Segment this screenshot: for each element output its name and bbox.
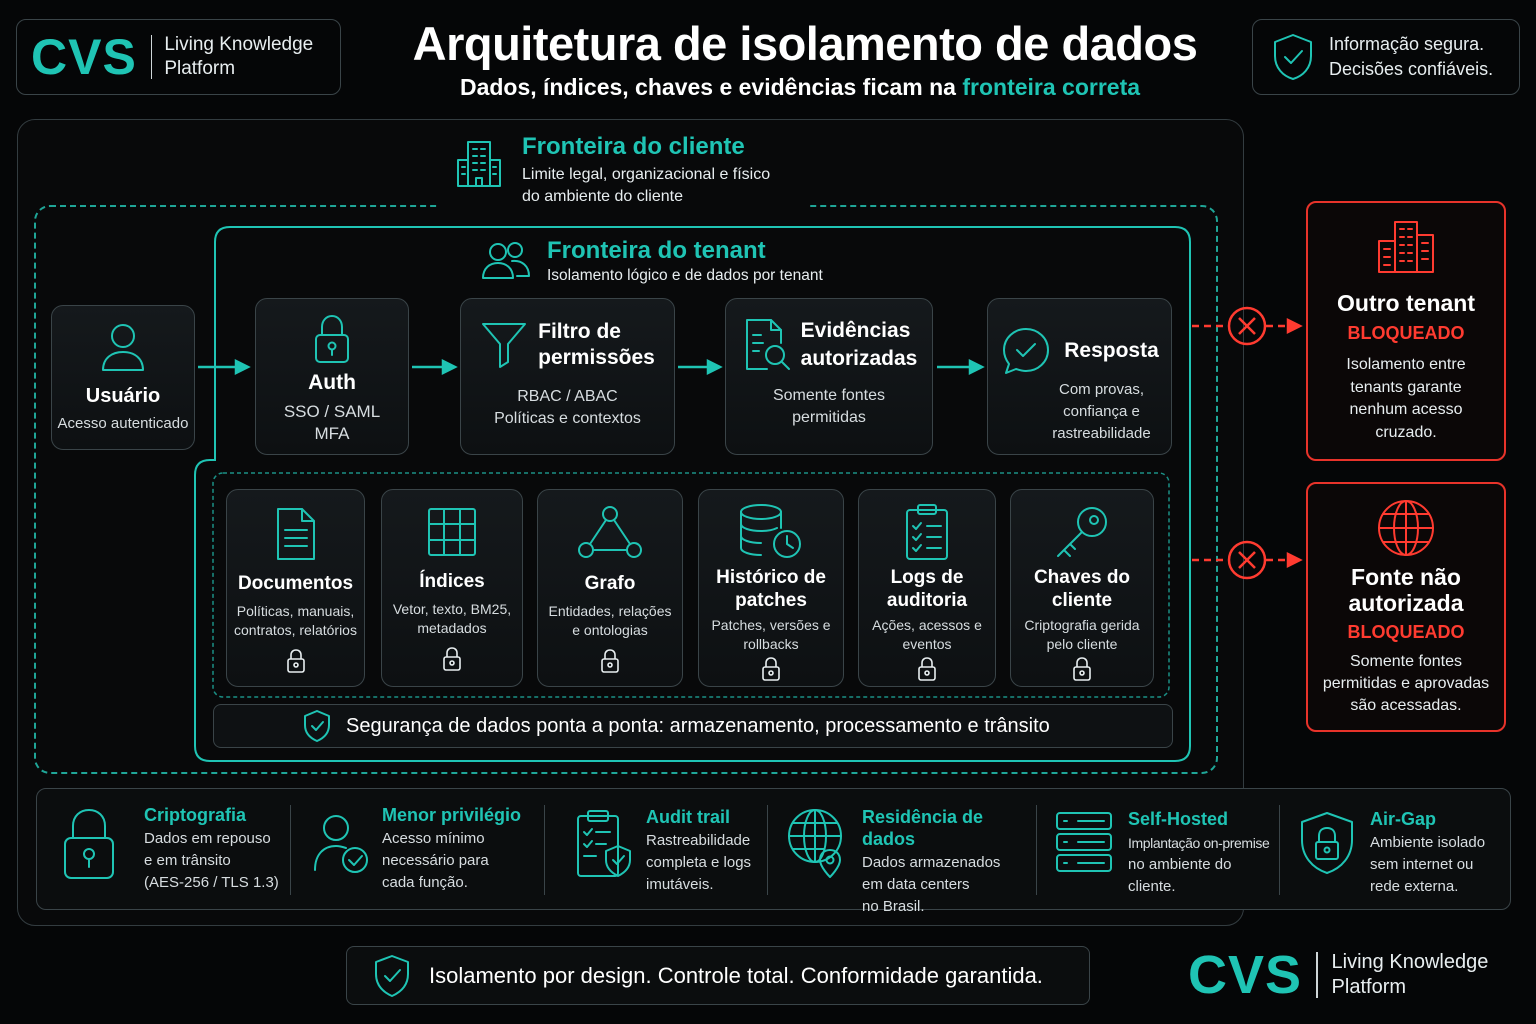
feature-least-privilege-line2: necessário para [382, 852, 489, 869]
store-card-audit [858, 489, 996, 687]
feature-air-gap-line2: sem internet ou [1370, 856, 1474, 873]
blocked-source-status: BLOQUEADO [1347, 622, 1465, 642]
database-clock-icon [737, 502, 805, 562]
brand-tagline [164, 33, 313, 81]
footer-brand-tagline-line1: Living Knowledge [1331, 951, 1489, 973]
feature-self-hosted-line3: cliente. [1128, 878, 1176, 895]
blocked-tenant-status: BLOQUEADO [1347, 323, 1465, 343]
grid-icon [426, 506, 478, 558]
feature-self-hosted-title: Self-Hosted [1128, 809, 1229, 829]
feature-encryption [60, 800, 290, 900]
security-bar-text: Segurança de dados ponta a ponta: armazenamento, processamento e trânsito [346, 714, 1050, 737]
users-icon [480, 240, 532, 286]
feature-data-residency-title: Residência de dados [862, 807, 984, 849]
server-icon [1054, 810, 1114, 900]
lock-icon [600, 648, 620, 674]
store-documents-desc-2: contratos, relatórios [234, 622, 357, 638]
security-bar [213, 704, 1173, 748]
blocked-card-source [1306, 482, 1506, 732]
blocked-tenant-desc-2: tenants garante [1350, 378, 1462, 396]
store-card-keys [1010, 489, 1154, 687]
shield-check-icon [302, 709, 332, 743]
lock-icon [1072, 656, 1092, 682]
store-indexes-desc-2: metadados [417, 620, 487, 636]
filter-icon [480, 320, 528, 370]
page-title: Arquitetura de isolamento de dados [412, 17, 1198, 70]
graph-icon [576, 504, 644, 560]
features-divider [1279, 805, 1280, 895]
blocked-source-desc-2: permitidas e aprovadas [1322, 675, 1490, 692]
features-divider [1036, 805, 1037, 895]
feature-encryption-title: Criptografia [144, 805, 247, 825]
lock-icon [917, 656, 937, 682]
client-boundary-desc-1: Limite legal, organizacional e físico [522, 166, 771, 183]
store-patches-title-1: Histórico de [716, 567, 826, 588]
store-indexes-desc-1: Vetor, texto, BM25, [392, 601, 512, 617]
footer-brand-tagline-line2: Platform [1331, 976, 1407, 998]
user-icon [99, 320, 147, 374]
features-divider [544, 805, 545, 895]
feature-air-gap-title: Air-Gap [1370, 809, 1437, 829]
feature-audit-trail-title: Audit trail [646, 807, 730, 827]
globe-pin-icon [786, 806, 848, 900]
brand-tagline-line1: Living Knowledge [164, 34, 314, 55]
shield-check-icon [373, 954, 411, 998]
flow-auth-desc-1: SSO / SAML [283, 402, 381, 421]
flow-evidence-title-1: Evidências [800, 319, 911, 342]
document-search-icon [741, 317, 791, 373]
feature-air-gap [1298, 800, 1503, 900]
feature-least-privilege-line1: Acesso mínimo [382, 830, 485, 847]
footer-brand-tagline [1332, 950, 1489, 1000]
flow-auth-desc-2: MFA [314, 424, 350, 443]
feature-data-residency-line1: Dados armazenados [862, 854, 1001, 871]
blocked-card-tenant [1306, 201, 1506, 461]
client-boundary-title: Fronteira do cliente [522, 133, 745, 160]
store-card-graph [537, 489, 683, 687]
store-indexes-title: Índices [419, 571, 485, 592]
feature-audit-trail [574, 800, 764, 900]
brand-divider [151, 35, 153, 79]
store-patches-desc-1: Patches, versões e [711, 617, 831, 633]
flow-filter-desc-1: RBAC / ABAC [517, 388, 618, 405]
store-patches-title-2: patches [735, 590, 807, 611]
flow-filter-desc-2: Políticas e contextos [494, 410, 641, 427]
feature-audit-trail-line3: imutáveis. [646, 876, 714, 893]
feature-least-privilege-line3: cada função. [382, 874, 468, 891]
flow-evidence-desc-2: permitidas [792, 409, 866, 426]
building-icon [1375, 219, 1437, 277]
globe-icon [1376, 498, 1436, 558]
tenant-boundary-header [480, 236, 900, 286]
feature-audit-trail-line2: completa e logs [646, 854, 752, 871]
lock-icon [286, 648, 306, 674]
client-boundary-desc-2: do ambiente do cliente [522, 188, 683, 205]
store-graph-desc-1: Entidades, relações [548, 603, 672, 619]
blocked-source-title-1: Fonte não [1351, 564, 1461, 590]
key-icon [1052, 502, 1112, 562]
flow-card-filter [460, 298, 675, 455]
feature-data-residency [786, 800, 1036, 915]
brand-tagline-line2: Platform [164, 58, 236, 79]
feature-data-residency-line3: no Brasil. [862, 898, 925, 915]
store-audit-title-1: Logs de [890, 567, 964, 588]
features-divider [290, 805, 291, 895]
flow-filter-title-1: Filtro de [538, 320, 621, 343]
feature-encryption-line2: e em trânsito [144, 852, 231, 869]
flow-evidence-desc-1: Somente fontes [772, 387, 886, 404]
store-patches-desc-2: rollbacks [743, 636, 799, 652]
feature-least-privilege-title: Menor privilégio [382, 805, 522, 825]
subtitle-prefix: Dados, índices, chaves e evidências ficam na [459, 74, 963, 100]
blocked-tenant-desc-1: Isolamento entre [1346, 356, 1466, 373]
trust-badge [1252, 19, 1520, 95]
badge-text [1329, 32, 1493, 82]
feature-air-gap-line1: Ambiente isolado [1370, 834, 1486, 851]
lock-icon [761, 656, 781, 682]
lock-icon [60, 806, 118, 900]
store-keys-desc-1: Criptografia gerida [1024, 617, 1140, 633]
footer-brand-logo: CVS [1188, 945, 1303, 1005]
blocked-source-desc-1: Somente fontes [1349, 653, 1463, 670]
lock-icon [312, 313, 352, 365]
lock-icon [442, 646, 462, 672]
badge-line1: Informação segura. [1329, 34, 1485, 54]
store-keys-title-1: Chaves do [1033, 567, 1131, 588]
blocked-source-title-2: autorizada [1348, 590, 1464, 616]
store-keys-title-2: cliente [1051, 590, 1113, 611]
building-icon [454, 138, 504, 212]
flow-response-desc-2: confiança e [1063, 403, 1140, 420]
store-audit-title-2: auditoria [886, 590, 968, 611]
store-card-patches [698, 489, 844, 687]
flow-card-auth [255, 298, 409, 455]
shield-check-icon [1271, 32, 1315, 82]
chat-check-icon [1000, 325, 1052, 377]
feature-self-hosted [1054, 800, 1279, 900]
feature-air-gap-line3: rede externa. [1370, 878, 1459, 895]
flow-response-title: Resposta [1064, 339, 1159, 362]
store-card-documents [226, 489, 365, 687]
flow-response-desc-3: rastreabilidade [1052, 425, 1151, 442]
flow-evidence-title-2: autorizadas [800, 347, 918, 370]
footer-banner [346, 946, 1090, 1005]
store-keys-desc-2: pelo cliente [1046, 636, 1118, 652]
feature-data-residency-line2: em data centers [862, 876, 970, 893]
flow-user-desc: Acesso autenticado [57, 415, 189, 432]
blocked-tenant-desc-4: cruzado. [1375, 423, 1437, 441]
flow-auth-title: Auth [308, 371, 356, 394]
footer-text: Isolamento por design. Controle total. Conformidade garantida. [429, 962, 1043, 988]
badge-line2: Decisões confiáveis. [1329, 59, 1494, 79]
feature-encryption-line3: (AES-256 / TLS 1.3) [144, 874, 279, 891]
blocked-tenant-title: Outro tenant [1337, 290, 1475, 316]
page-subtitle [360, 74, 1240, 101]
blocked-tenant-desc-3: nenhum acesso [1349, 401, 1463, 418]
store-audit-desc-1: Ações, acessos e [872, 617, 982, 633]
brand-box [16, 19, 341, 95]
brand-logo: CVS [31, 29, 137, 85]
flow-filter-title-2: permissões [538, 346, 655, 369]
tenant-boundary-desc: Isolamento lógico e de dados por tenant [547, 267, 823, 284]
flow-card-evidence [725, 298, 933, 455]
store-documents-title: Documentos [237, 573, 354, 594]
subtitle-highlight: fronteira correta [962, 74, 1141, 100]
client-boundary-header [440, 130, 810, 212]
document-icon [274, 506, 318, 562]
shield-lock-icon [1298, 810, 1356, 900]
features-divider [767, 805, 768, 895]
feature-least-privilege [312, 800, 542, 900]
flow-response-desc-1: Com provas, [1058, 381, 1145, 398]
flow-user-title: Usuário [85, 385, 161, 407]
store-audit-desc-2: eventos [902, 636, 952, 652]
store-documents-desc-1: Políticas, manuais, [236, 603, 355, 619]
blocked-source-desc-3: são acessadas. [1350, 697, 1462, 714]
flow-card-response [987, 298, 1172, 455]
store-graph-title: Grafo [584, 573, 636, 594]
footer-brand [1188, 944, 1518, 1006]
tenant-boundary-title: Fronteira do tenant [547, 237, 766, 264]
clipboard-shield-icon [574, 808, 634, 900]
store-graph-desc-2: e ontologias [572, 622, 648, 638]
clipboard-list-icon [903, 502, 951, 562]
store-card-indexes [381, 489, 523, 687]
flow-card-user [51, 305, 195, 450]
feature-encryption-line1: Dados em repouso [144, 830, 271, 847]
feature-self-hosted-line2: no ambiente do [1128, 856, 1232, 873]
feature-audit-trail-line1: Rastreabilidade [646, 832, 751, 849]
footer-brand-divider [1316, 952, 1318, 998]
feature-self-hosted-line1: Implantação on-premise [1128, 835, 1270, 851]
user-check-icon [312, 812, 370, 900]
